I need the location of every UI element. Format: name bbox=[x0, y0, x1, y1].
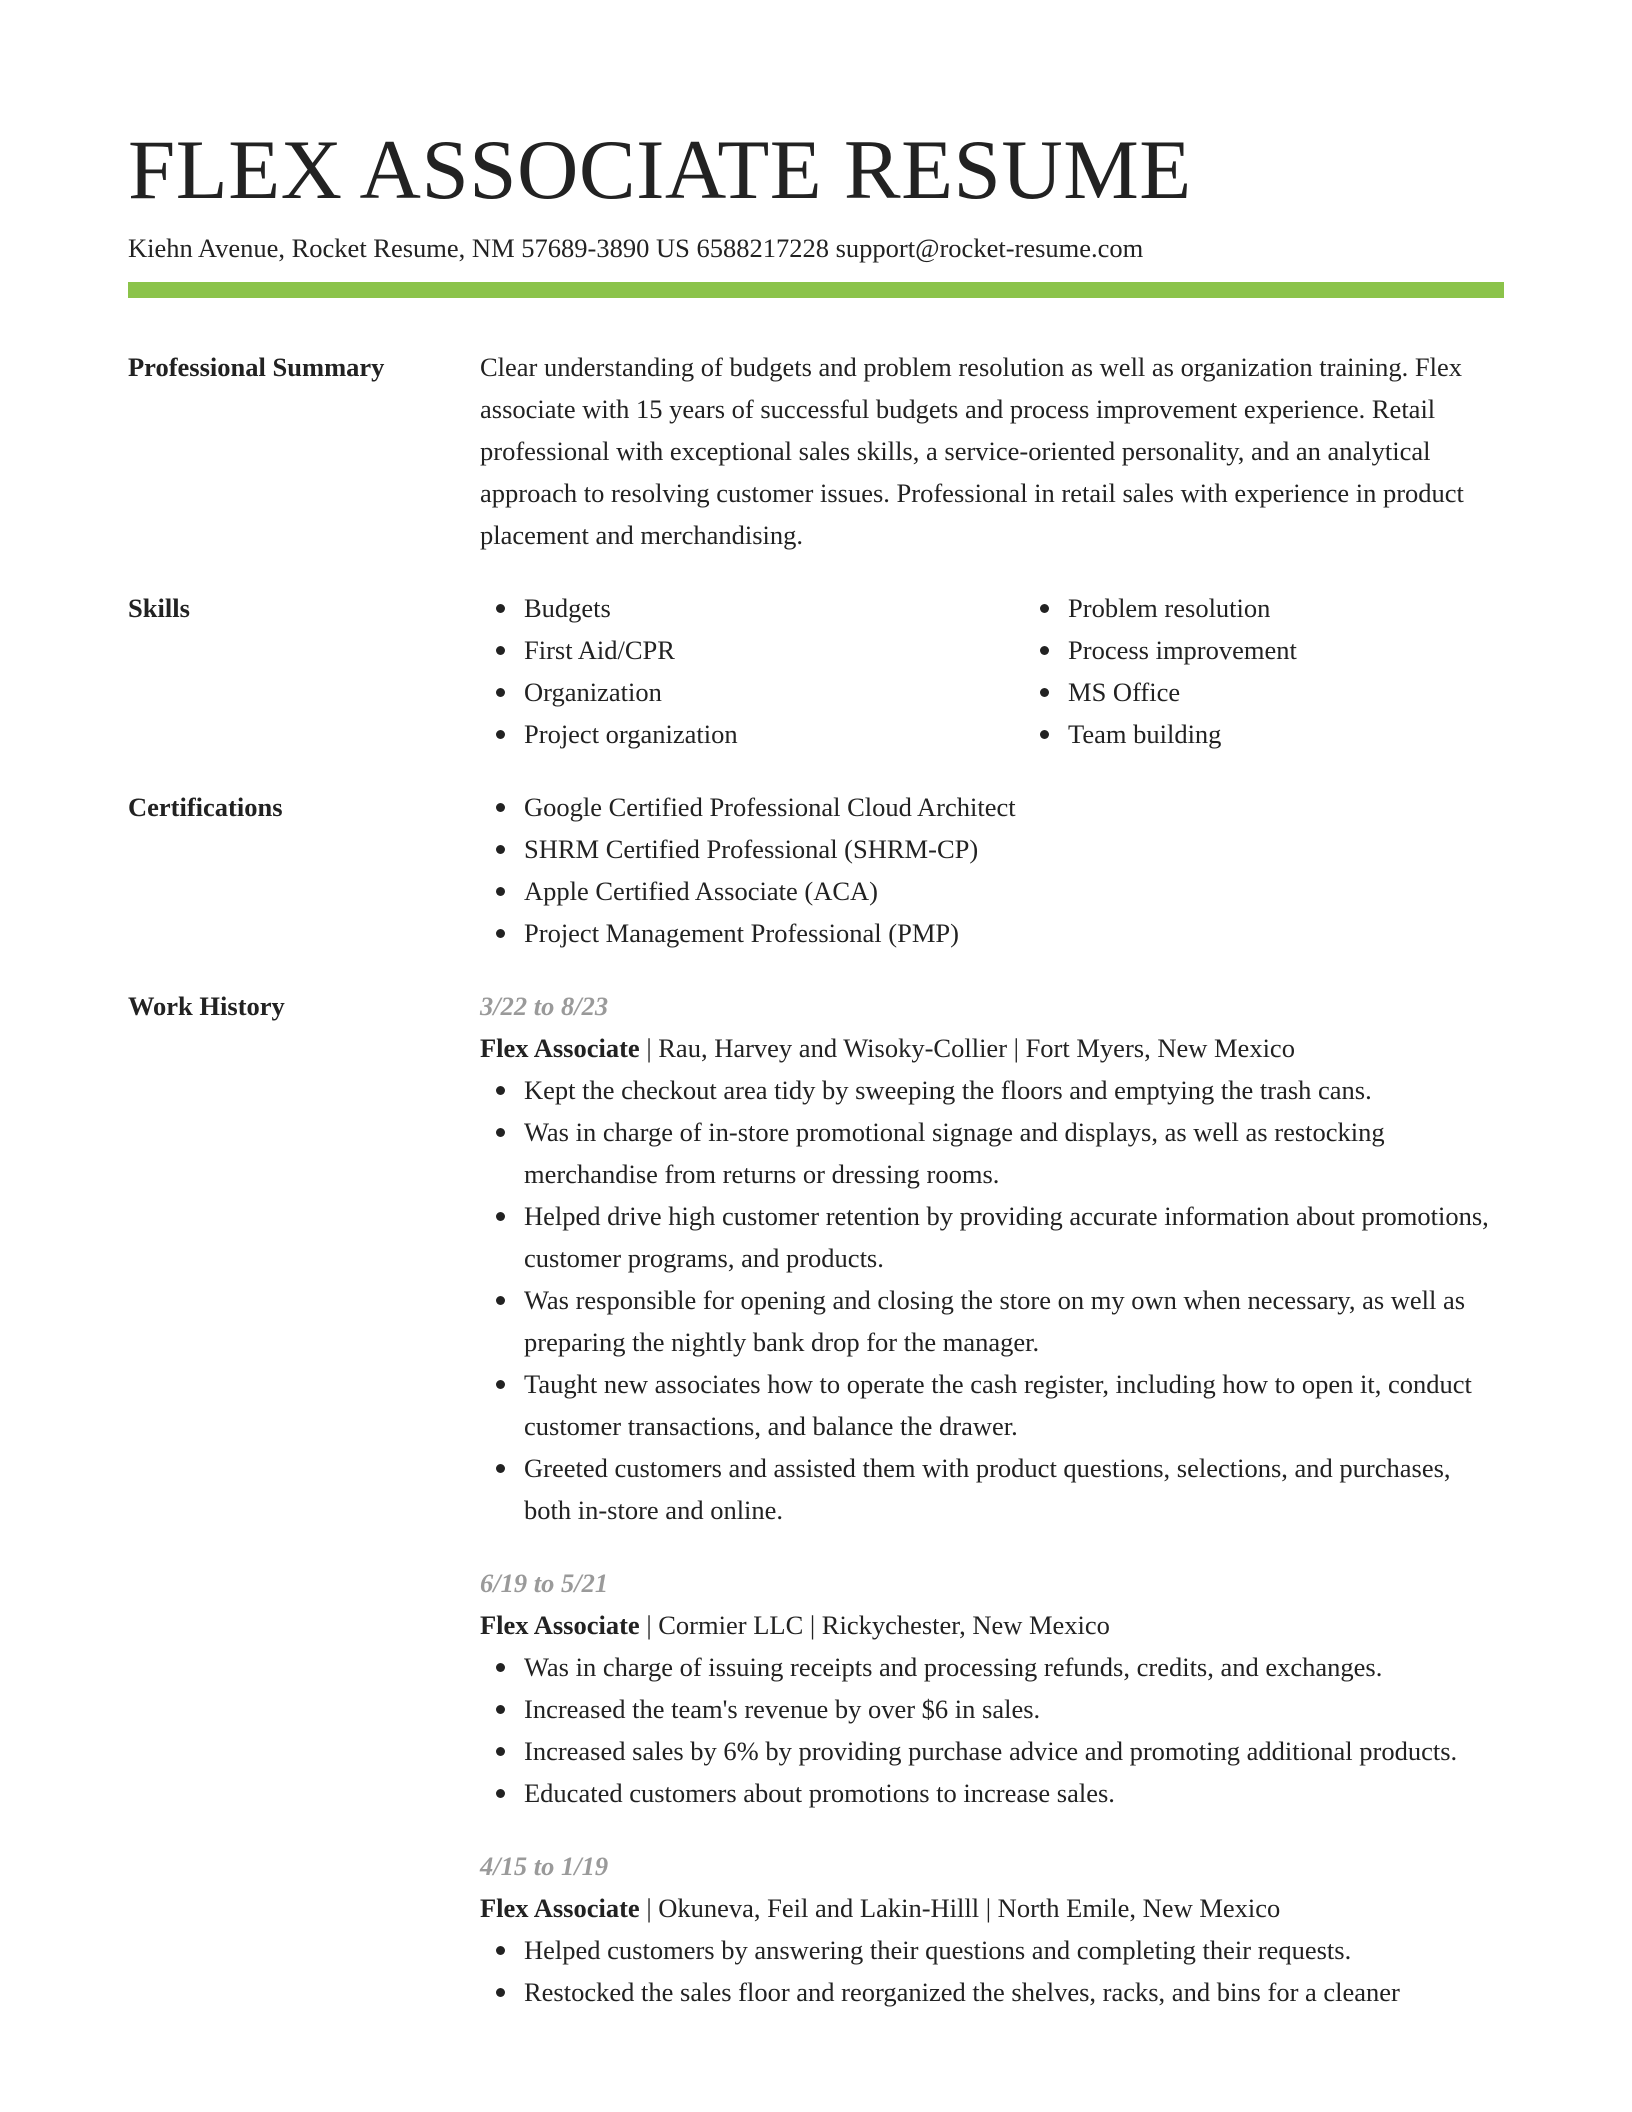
job-bullet: Greeted customers and assisted them with product questions, selections, and purchases, both in-store and online. bbox=[524, 1447, 1504, 1531]
certification-item: SHRM Certified Professional (SHRM-CP) bbox=[524, 828, 1504, 870]
job-heading bbox=[480, 1604, 1504, 1646]
certifications-section bbox=[128, 786, 1504, 954]
job-bullet: Was in charge of in-store promotional signage and displays, as well as restocking merchandise from returns or dressing rooms. bbox=[524, 1111, 1504, 1195]
job-bullet: Educated customers about promotions to increase sales. bbox=[524, 1772, 1504, 1814]
job-details: | Cormier LLC | Rickychester, New Mexico bbox=[639, 1610, 1110, 1640]
certifications-list bbox=[480, 786, 1504, 954]
job-bullet: Helped customers by answering their questions and completing their requests. bbox=[524, 1929, 1504, 1971]
summary-text: Clear understanding of budgets and problem resolution as well as organization training. Flex associate with 15 years of successful budgets and process improvement experience. Retail professional with exceptional sales skills, a service-oriented personality, and an analytical approach to resolving customer issues. Professional in retail sales with experience in product placement and merchandising. bbox=[480, 352, 1464, 550]
skill-item: Project organization bbox=[524, 713, 984, 755]
job-details: | Okuneva, Feil and Lakin-Hilll | North Emile, New Mexico bbox=[639, 1893, 1281, 1923]
contact-line: Kiehn Avenue, Rocket Resume, NM 57689-3890 US 6588217228 support@rocket-resume.com bbox=[128, 233, 1144, 263]
job-bullets bbox=[480, 1069, 1504, 1531]
job-title: Flex Associate bbox=[480, 1610, 640, 1640]
job-entry bbox=[480, 1845, 1504, 2013]
job-bullet: Was responsible for opening and closing the store on my own when necessary, as well as preparing the nightly bank drop for the manager. bbox=[524, 1279, 1504, 1363]
job-date: 3/22 to 8/23 bbox=[480, 991, 609, 1021]
job-details: | Rau, Harvey and Wisoky-Collier | Fort Myers, New Mexico bbox=[639, 1033, 1295, 1063]
job-bullets bbox=[480, 1646, 1504, 1814]
skill-item: Budgets bbox=[524, 587, 984, 629]
certifications-label: Certifications bbox=[128, 792, 283, 822]
skills-list-right bbox=[1024, 587, 1528, 755]
job-bullet: Increased sales by 6% by providing purchase advice and promoting additional products. bbox=[524, 1730, 1504, 1772]
skill-item: First Aid/CPR bbox=[524, 629, 984, 671]
job-bullet: Was in charge of issuing receipts and processing refunds, credits, and exchanges. bbox=[524, 1646, 1504, 1688]
skill-item: Problem resolution bbox=[1068, 587, 1528, 629]
work-history-section bbox=[128, 985, 1504, 2013]
skills-list-left bbox=[480, 587, 984, 755]
job-heading bbox=[480, 1027, 1504, 1069]
skill-item: MS Office bbox=[1068, 671, 1528, 713]
job-date: 4/15 to 1/19 bbox=[480, 1851, 609, 1881]
job-bullets bbox=[480, 1929, 1504, 2013]
job-entry bbox=[480, 1562, 1504, 1814]
job-bullet: Kept the checkout area tidy by sweeping the floors and emptying the trash cans. bbox=[524, 1069, 1504, 1111]
job-bullet: Increased the team's revenue by over $6 in sales. bbox=[524, 1688, 1504, 1730]
job-title: Flex Associate bbox=[480, 1893, 640, 1923]
resume-title: FLEX ASSOCIATE RESUME bbox=[128, 123, 1192, 217]
job-bullet: Helped drive high customer retention by providing accurate information about promotions, customer programs, and products. bbox=[524, 1195, 1504, 1279]
accent-rule bbox=[128, 282, 1504, 298]
skills-section bbox=[128, 587, 1504, 755]
job-title: Flex Associate bbox=[480, 1033, 640, 1063]
skill-item: Process improvement bbox=[1068, 629, 1528, 671]
job-bullet: Taught new associates how to operate the cash register, including how to open it, conduct customer transactions, and balance the drawer. bbox=[524, 1363, 1504, 1447]
certification-item: Project Management Professional (PMP) bbox=[524, 912, 1504, 954]
job-bullet: Restocked the sales floor and reorganized the shelves, racks, and bins for a cleaner bbox=[524, 1971, 1504, 2013]
job-entry bbox=[480, 985, 1504, 1531]
summary-label: Professional Summary bbox=[128, 352, 385, 382]
certification-item: Apple Certified Associate (ACA) bbox=[524, 870, 1504, 912]
certification-item: Google Certified Professional Cloud Architect bbox=[524, 786, 1504, 828]
resume-page bbox=[128, 0, 1504, 2013]
skill-item: Team building bbox=[1068, 713, 1528, 755]
skills-label: Skills bbox=[128, 593, 190, 623]
summary-section bbox=[128, 346, 1504, 556]
work-history-label: Work History bbox=[128, 991, 285, 1021]
skill-item: Organization bbox=[524, 671, 984, 713]
job-heading bbox=[480, 1887, 1504, 1929]
job-date: 6/19 to 5/21 bbox=[480, 1568, 609, 1598]
